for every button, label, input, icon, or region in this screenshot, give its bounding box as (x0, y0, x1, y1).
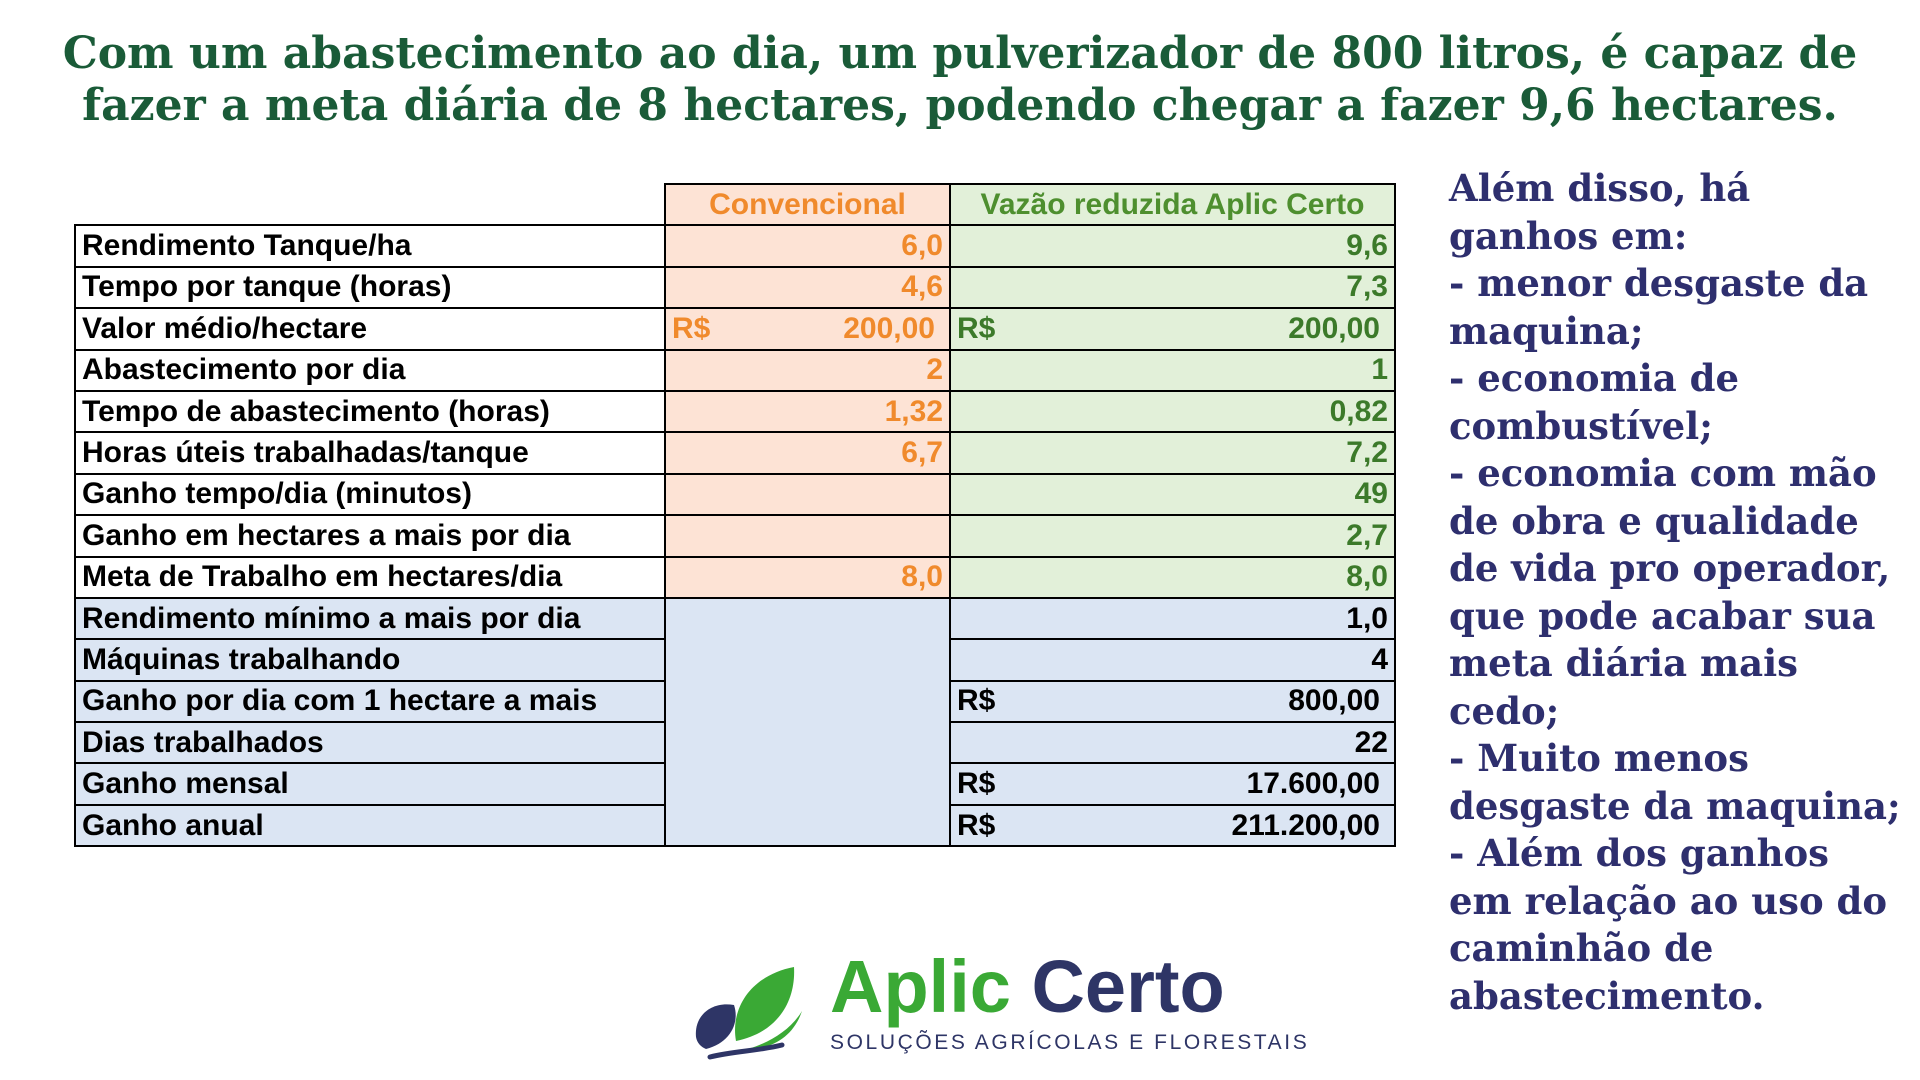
logo-tagline: SOLUÇÕES AGRÍCOLAS E FLORESTAIS (830, 1031, 1310, 1054)
conventional-amount: 200,00 (843, 311, 935, 345)
row-label: Máquinas trabalhando (75, 639, 665, 680)
table-row (75, 598, 1395, 639)
row-label: Rendimento Tanque/ha (75, 225, 665, 266)
currency-symbol: R$ (957, 767, 996, 801)
aplic-certo-logo (690, 945, 1310, 1065)
conventional-blank-block (665, 598, 950, 846)
reduced-value (950, 681, 1395, 722)
headline-line-2: fazer a meta diária de 8 hectares, podendo chegar a fazer 9,6 hectares. (82, 80, 1838, 131)
table-row (75, 474, 1395, 515)
row-label: Ganho mensal (75, 763, 665, 804)
reduced-amount: 200,00 (1288, 311, 1380, 345)
table-row (75, 557, 1395, 598)
benefits-line: - Muito menos (1449, 736, 1749, 780)
header-reduced-flow: Vazão reduzida Aplic Certo (950, 184, 1395, 225)
conventional-value: 2 (665, 350, 950, 391)
table-row (75, 267, 1395, 308)
row-label: Ganho tempo/dia (minutos) (75, 474, 665, 515)
benefits-line: cedo; (1449, 688, 1560, 733)
reduced-value: 1 (950, 350, 1395, 391)
conventional-value: 1,32 (665, 391, 950, 432)
reduced-amount: 211.200,00 (1231, 808, 1380, 842)
conventional-value: 6,7 (665, 432, 950, 473)
benefits-line: maquina; (1449, 308, 1644, 353)
row-label: Rendimento mínimo a mais por dia (75, 598, 665, 639)
benefits-line: Além disso, há (1449, 166, 1751, 210)
currency-symbol: R$ (957, 684, 996, 718)
reduced-value: 22 (950, 722, 1395, 763)
headline-line-1: Com um abastecimento ao dia, um pulverizador de 800 litros, é capaz de (62, 28, 1858, 79)
row-label: Ganho em hectares a mais por dia (75, 515, 665, 556)
row-label: Ganho anual (75, 805, 665, 846)
benefits-line: - economia de (1449, 356, 1740, 400)
conventional-value (665, 308, 950, 349)
table-row (75, 515, 1395, 556)
table-row (75, 432, 1395, 473)
reduced-value (950, 308, 1395, 349)
currency-symbol: R$ (672, 311, 711, 345)
benefits-text (1449, 165, 1909, 1020)
conventional-value: 8,0 (665, 557, 950, 598)
table-row (75, 308, 1395, 349)
row-label: Valor médio/hectare (75, 308, 665, 349)
reduced-value (950, 763, 1395, 804)
logo-wordmark (830, 945, 1225, 1029)
benefits-line: - menor desgaste da (1449, 261, 1869, 305)
benefits-line: que pode acabar sua (1449, 593, 1876, 638)
leaf-icon (690, 945, 825, 1065)
conventional-value (665, 474, 950, 515)
benefits-line: desgaste da maquina; (1449, 783, 1901, 828)
reduced-value: 0,82 (950, 391, 1395, 432)
table-corner (75, 184, 665, 225)
comparison-table (74, 183, 1396, 847)
row-label: Abastecimento por dia (75, 350, 665, 391)
benefits-line: em relação ao uso do (1449, 878, 1888, 923)
benefits-line: - economia com mão (1449, 451, 1877, 495)
benefits-line: ganhos em: (1449, 213, 1688, 258)
benefits-line: combustível; (1449, 403, 1713, 448)
row-label: Ganho por dia com 1 hectare a mais (75, 681, 665, 722)
reduced-value: 9,6 (950, 225, 1395, 266)
benefits-line: meta diária mais (1449, 641, 1798, 685)
row-label: Dias trabalhados (75, 722, 665, 763)
row-label: Tempo de abastecimento (horas) (75, 391, 665, 432)
conventional-value (665, 515, 950, 556)
reduced-amount: 800,00 (1288, 684, 1380, 718)
currency-symbol: R$ (957, 311, 996, 345)
benefits-line: - Além dos ganhos (1449, 831, 1829, 875)
benefits-line: abastecimento. (1449, 973, 1765, 1018)
reduced-value: 7,2 (950, 432, 1395, 473)
reduced-value: 49 (950, 474, 1395, 515)
reduced-value (950, 805, 1395, 846)
row-label: Tempo por tanque (horas) (75, 267, 665, 308)
table-header-row (75, 184, 1395, 225)
reduced-amount: 17.600,00 (1246, 767, 1380, 801)
logo-word-certo: Certo (1031, 945, 1225, 1028)
benefits-line: de vida pro operador, (1449, 546, 1891, 590)
reduced-value: 7,3 (950, 267, 1395, 308)
header-conventional: Convencional (665, 184, 950, 225)
logo-word-aplic: Aplic (830, 945, 1011, 1028)
reduced-value: 8,0 (950, 557, 1395, 598)
reduced-value: 4 (950, 639, 1395, 680)
row-label: Horas úteis trabalhadas/tanque (75, 432, 665, 473)
table-row (75, 391, 1395, 432)
table-row (75, 225, 1395, 266)
table-row (75, 350, 1395, 391)
headline (0, 28, 1920, 132)
conventional-value: 4,6 (665, 267, 950, 308)
benefits-line: caminhão de (1449, 926, 1714, 970)
reduced-value: 1,0 (950, 598, 1395, 639)
reduced-value: 2,7 (950, 515, 1395, 556)
row-label: Meta de Trabalho em hectares/dia (75, 557, 665, 598)
conventional-value: 6,0 (665, 225, 950, 266)
currency-symbol: R$ (957, 808, 996, 842)
benefits-line: de obra e qualidade (1449, 498, 1859, 543)
